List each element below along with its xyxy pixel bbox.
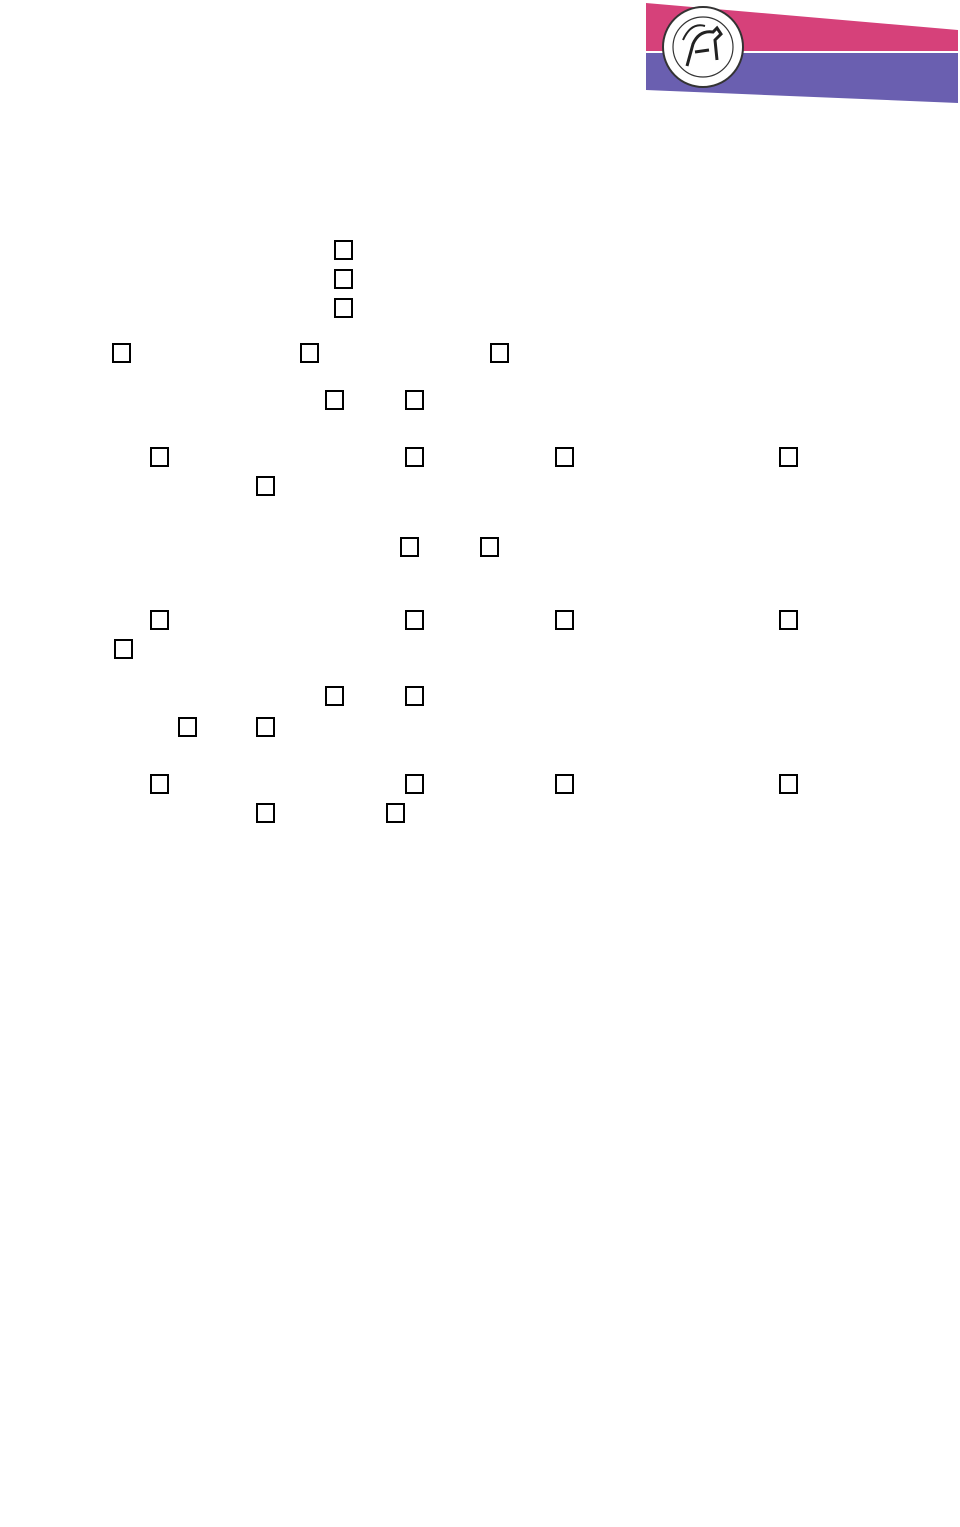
mp-kuce-checkbox[interactable] — [114, 639, 133, 659]
type-zob-checkbox[interactable] — [112, 343, 131, 363]
cat-juniorzy-checkbox[interactable] — [555, 447, 574, 467]
pp-n-checkbox[interactable] — [405, 686, 424, 706]
club-emblem-icon — [663, 7, 743, 87]
pp-kuce-checkbox[interactable] — [386, 803, 405, 823]
halowe-t-checkbox[interactable] — [325, 390, 344, 410]
pp-t-checkbox[interactable] — [325, 686, 344, 706]
type-csn-checkbox[interactable] — [300, 343, 319, 363]
halowe-n-checkbox[interactable] — [405, 390, 424, 410]
cat-mlodzi-checkbox[interactable] — [405, 447, 424, 467]
mp-mlodzi-checkbox[interactable] — [405, 610, 424, 630]
mp-t-checkbox[interactable] — [400, 537, 419, 557]
pp-halowy-t-checkbox[interactable] — [178, 717, 197, 737]
pp-seniorzy-checkbox[interactable] — [150, 774, 169, 794]
pp-halowy-n-checkbox[interactable] — [256, 717, 275, 737]
club-logo-pennant — [643, 0, 960, 106]
ranga-2-checkbox[interactable] — [334, 269, 353, 289]
ranga-1-checkbox[interactable] — [334, 240, 353, 260]
type-zodim-checkbox[interactable] — [490, 343, 509, 363]
mp-juniorzy-checkbox[interactable] — [555, 610, 574, 630]
ranga-3-checkbox[interactable] — [334, 298, 353, 318]
pp-mlodzi-checkbox[interactable] — [405, 774, 424, 794]
mp-seniorzy-checkbox[interactable] — [150, 610, 169, 630]
pp-kuce-male-checkbox[interactable] — [256, 803, 275, 823]
mp-juniorzy-mlodsi-checkbox[interactable] — [779, 610, 798, 630]
pp-juniorzy-mlodsi-checkbox[interactable] — [779, 774, 798, 794]
cat-kuce-male-checkbox[interactable] — [256, 476, 275, 496]
cat-juniorzy-mlodsi-checkbox[interactable] — [779, 447, 798, 467]
mp-n-checkbox[interactable] — [480, 537, 499, 557]
pp-juniorzy-checkbox[interactable] — [555, 774, 574, 794]
cat-seniorzy-checkbox[interactable] — [150, 447, 169, 467]
